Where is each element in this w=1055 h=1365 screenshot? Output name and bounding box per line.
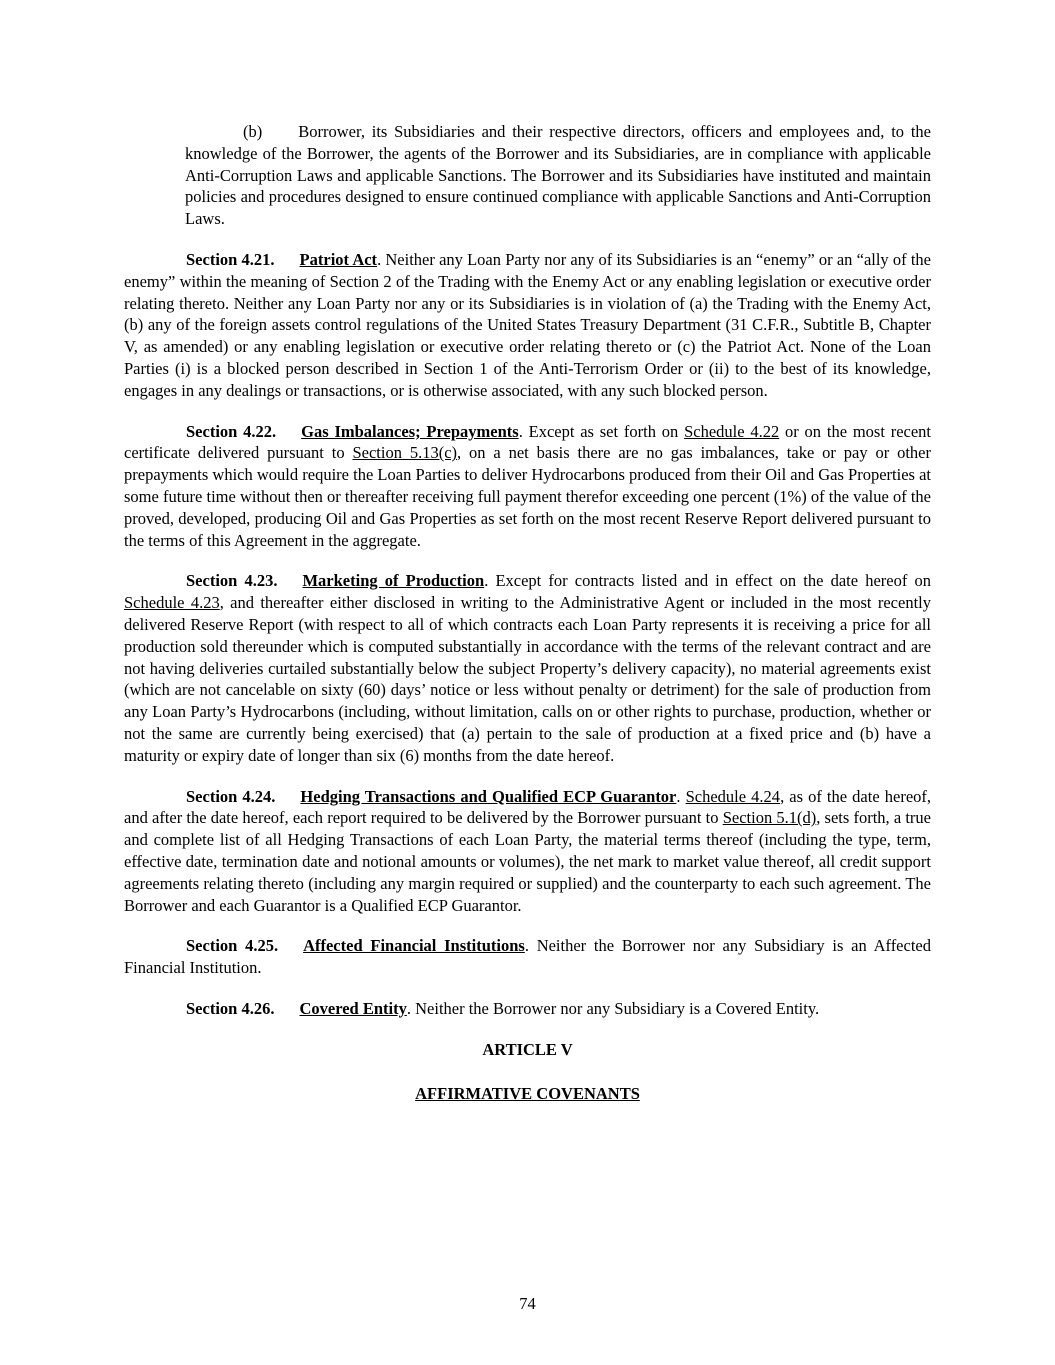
article-v-heading <box>124 1039 931 1061</box>
section-4-24 <box>124 786 931 917</box>
list-marker: (b) <box>243 122 263 141</box>
article-heading: ARTICLE V <box>482 1039 573 1059</box>
body-text: . Neither the Borrower nor any Subsidiary is an Affected Financial Institution. <box>124 936 931 978</box>
article-title: AFFIRMATIVE COVENANTS <box>415 1084 640 1104</box>
section-label: Section 4.23. <box>186 571 278 591</box>
section-4-23 <box>124 570 931 766</box>
page-number: 74 <box>519 1294 536 1313</box>
section-4-26 <box>124 998 931 1020</box>
section-title: Affected Financial Institutions <box>303 936 525 956</box>
section-4-21 <box>124 249 931 402</box>
section-title: Hedging Transactions and Qualified ECP Guarantor <box>300 786 677 806</box>
cross-reference: Schedule 4.24 <box>685 786 781 806</box>
section-title: Gas Imbalances; Prepayments <box>301 421 519 441</box>
section-4-25 <box>124 935 931 979</box>
section-4-22 <box>124 421 931 552</box>
body-text: , and thereafter either disclosed in writing to the Administrative Agent or included in the most recently delivered Reserve Report (with respect to all of which contracts each Loan Party represents it is receiving a price for all production sold thereunder which is computed substantially in accordance with the terms of the relevant contract and are not having deliveries curtailed substantially below the subject Property’s delivery capacity), no material agreements exist (which are not cancelable on sixty (60) days’ notice or less without penalty or detriment) for the sale of production from any Loan Party’s Hydrocarbons (including, without limitation, calls on or other rights to purchase, production, whether or not the same are currently being exercised) that (a) pertain to the sale of production at a fixed price and (b) have a maturity or expiry date of longer than six (6) months from the date hereof. <box>124 593 931 765</box>
cross-reference: Schedule 4.23 <box>124 593 220 613</box>
section-label: Section 4.24. <box>186 786 276 806</box>
section-label: Section 4.21. <box>186 249 275 269</box>
section-label: Section 4.25. <box>186 936 279 956</box>
page-footer <box>0 1293 1055 1315</box>
cross-reference: Section 5.1(d) <box>722 808 817 828</box>
body-text: . <box>676 786 686 806</box>
cross-reference: Section 5.13(c) <box>352 443 458 463</box>
section-title: Marketing of Production <box>302 571 485 591</box>
body-text: . Except for contracts listed and in effect on the date hereof on <box>484 571 931 591</box>
body-text: . Neither any Loan Party nor any of its Subsidiaries is an “enemy” or an “ally of the enemy” within the meaning of Section 2 of the Trading with the Enemy Act or any enabling legislation or executive order relating thereto. Neither any Loan Party nor any or its Subsidiaries is in violation of (a) the Trading with the Enemy Act, (b) any of the foreign assets control regulations of the United States Treasury Department (31 C.F.R., Subtitle B, Chapter V, as amended) or any enabling legislation or executive order relating thereto or (c) the Patriot Act. None of the Loan Parties (i) is a blocked person described in Section 1 of the Anti-Terrorism Order or (ii) to the best of its knowledge, engages in any dealings or transactions, or is otherwise associated, with any such blocked person. <box>124 249 931 400</box>
body-text: Borrower, its Subsidiaries and their respective directors, officers and employees and, to the knowledge of the Borrower, the agents of the Borrower and its Subsidiaries, are in compliance with applicable Anti-Corruption Laws and applicable Sanctions. The Borrower and its Subsidiaries have instituted and maintain policies and procedures designed to ensure continued compliance with applicable Sanctions and Anti-Corruption Laws. <box>185 122 931 229</box>
document-body <box>124 121 931 1128</box>
paragraph-b <box>185 121 931 230</box>
cross-reference: Schedule 4.22 <box>684 421 780 441</box>
body-text: . Except as set forth on <box>518 421 685 441</box>
body-text: , on a net basis there are no gas imbalances, take or pay or other prepayments which would require the Loan Parties to deliver Hydrocarbons produced from their Oil and Gas Properties at some future time without then or thereafter receiving full payment therefor exceeding one percent (1%) of the value of the proved, developed, producing Oil and Gas Properties as set forth on the most recent Reserve Report delivered pursuant to the terms of this Agreement in the aggregate. <box>124 443 931 550</box>
affirmative-covenants-heading <box>124 1083 931 1105</box>
section-label: Section 4.26. <box>186 998 275 1018</box>
body-text: or on the most recent certificate delivered pursuant to <box>124 421 931 463</box>
section-title: Covered Entity <box>299 998 407 1018</box>
body-text: , as of the date hereof, and after the date hereof, each report required to be delivered by the Borrower pursuant to <box>124 786 932 828</box>
body-text: , sets forth, a true and complete list of all Hedging Transactions of each Loan Party, the material terms thereof (including the type, term, effective date, termination date and notional amounts or volumes), the net mark to market value thereof, all credit support agreements relating thereto (including any margin required or supplied) and the counterparty to each such agreement. The Borrower and each Guarantor is a Qualified ECP Guarantor. <box>124 808 932 915</box>
body-text: . Neither the Borrower nor any Subsidiary is a Covered Entity. <box>406 998 820 1018</box>
section-label: Section 4.22. <box>186 421 277 441</box>
section-title: Patriot Act <box>299 249 378 269</box>
